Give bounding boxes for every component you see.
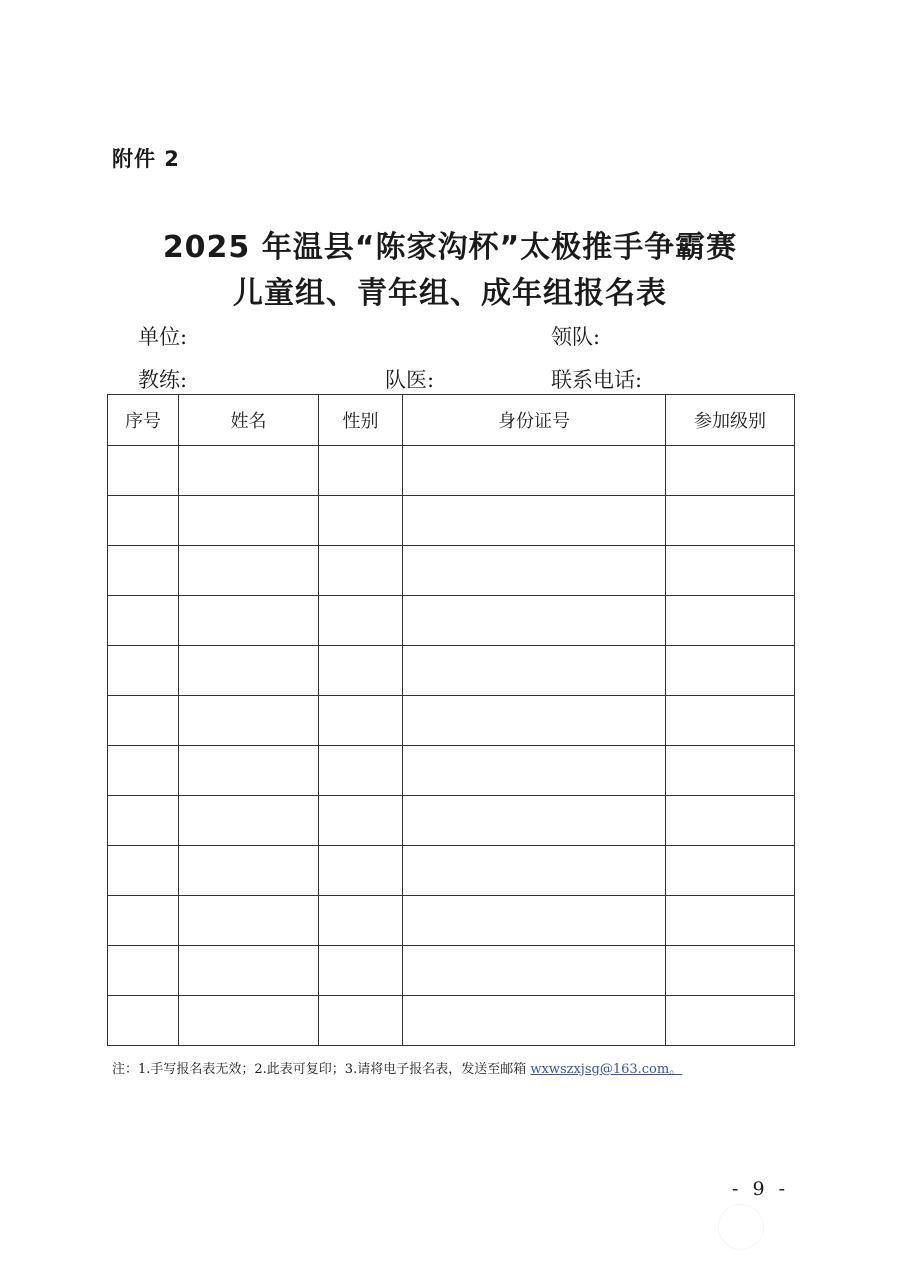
cell-level[interactable]: [666, 946, 795, 996]
cell-gender[interactable]: [319, 846, 403, 896]
coach-field: [138, 364, 204, 394]
cell-name[interactable]: [179, 646, 319, 696]
table-body: [108, 446, 795, 1046]
email-link[interactable]: wxwszxjsg@163.com。: [530, 1062, 683, 1077]
table-row: [108, 996, 795, 1046]
cell-level[interactable]: [666, 896, 795, 946]
table-row: [108, 546, 795, 596]
faint-seal-mark: [718, 1204, 764, 1250]
table-row: [108, 796, 795, 846]
cell-id-number[interactable]: [403, 496, 666, 546]
cell-gender[interactable]: [319, 696, 403, 746]
page-number: - 9 -: [732, 1178, 790, 1200]
cell-index[interactable]: [108, 896, 179, 946]
cell-name[interactable]: [179, 546, 319, 596]
registration-table: [107, 394, 795, 1046]
cell-index[interactable]: [108, 696, 179, 746]
cell-index[interactable]: [108, 946, 179, 996]
doctor-field: [385, 364, 451, 394]
footnote: [112, 1058, 682, 1077]
form-title-line2: 儿童组、青年组、成年组报名表: [233, 276, 667, 311]
cell-id-number[interactable]: [403, 696, 666, 746]
header-name: 姓名: [179, 395, 319, 446]
table-row: [108, 746, 795, 796]
cell-level[interactable]: [666, 746, 795, 796]
cell-gender[interactable]: [319, 946, 403, 996]
table-row: [108, 896, 795, 946]
cell-id-number[interactable]: [403, 446, 666, 496]
table-row: [108, 446, 795, 496]
cell-index[interactable]: [108, 796, 179, 846]
cell-name[interactable]: [179, 746, 319, 796]
attachment-label: 附件 2: [112, 147, 180, 171]
cell-id-number[interactable]: [403, 896, 666, 946]
table-row: [108, 646, 795, 696]
table-row: [108, 596, 795, 646]
cell-index[interactable]: [108, 846, 179, 896]
cell-level[interactable]: [666, 446, 795, 496]
header-index: 序号: [108, 395, 179, 446]
leader-label: 领队:: [551, 325, 601, 349]
cell-index[interactable]: [108, 596, 179, 646]
cell-gender[interactable]: [319, 746, 403, 796]
cell-level[interactable]: [666, 796, 795, 846]
cell-index[interactable]: [108, 646, 179, 696]
cell-gender[interactable]: [319, 996, 403, 1046]
cell-gender[interactable]: [319, 496, 403, 546]
cell-id-number[interactable]: [403, 596, 666, 646]
cell-index[interactable]: [108, 446, 179, 496]
cell-name[interactable]: [179, 696, 319, 746]
cell-gender[interactable]: [319, 596, 403, 646]
cell-id-number[interactable]: [403, 796, 666, 846]
cell-gender[interactable]: [319, 896, 403, 946]
cell-name[interactable]: [179, 596, 319, 646]
cell-gender[interactable]: [319, 646, 403, 696]
table-row: [108, 846, 795, 896]
cell-name[interactable]: [179, 896, 319, 946]
cell-name[interactable]: [179, 446, 319, 496]
cell-index[interactable]: [108, 746, 179, 796]
cell-name[interactable]: [179, 846, 319, 896]
table-header-row: [108, 395, 795, 446]
cell-name[interactable]: [179, 946, 319, 996]
cell-index[interactable]: [108, 996, 179, 1046]
cell-index[interactable]: [108, 496, 179, 546]
cell-id-number[interactable]: [403, 546, 666, 596]
cell-gender[interactable]: [319, 446, 403, 496]
leader-field: [551, 321, 617, 351]
table-row: [108, 496, 795, 546]
table-row: [108, 946, 795, 996]
unit-field: [138, 321, 204, 351]
cell-name[interactable]: [179, 996, 319, 1046]
cell-level[interactable]: [666, 996, 795, 1046]
cell-level[interactable]: [666, 596, 795, 646]
cell-level[interactable]: [666, 646, 795, 696]
cell-id-number[interactable]: [403, 846, 666, 896]
cell-level[interactable]: [666, 696, 795, 746]
cell-level[interactable]: [666, 496, 795, 546]
header-level: 参加级别: [666, 395, 795, 446]
unit-label: 单位:: [138, 325, 188, 349]
cell-index[interactable]: [108, 546, 179, 596]
footnote-text: 注：1.手写报名表无效；2.此表可复印；3.请将电子报名表，发送至邮箱: [112, 1062, 527, 1077]
table-row: [108, 696, 795, 746]
cell-id-number[interactable]: [403, 746, 666, 796]
header-id-number: 身份证号: [403, 395, 666, 446]
cell-name[interactable]: [179, 496, 319, 546]
header-gender: 性别: [319, 395, 403, 446]
coach-label: 教练:: [138, 368, 188, 392]
doctor-label: 队医:: [385, 368, 435, 392]
phone-label: 联系电话:: [551, 368, 643, 392]
phone-field: [551, 364, 659, 394]
cell-level[interactable]: [666, 546, 795, 596]
cell-id-number[interactable]: [403, 946, 666, 996]
cell-level[interactable]: [666, 846, 795, 896]
cell-name[interactable]: [179, 796, 319, 846]
cell-gender[interactable]: [319, 796, 403, 846]
cell-id-number[interactable]: [403, 996, 666, 1046]
form-title-line1: 2025 年温县“陈家沟杯”太极推手争霸赛: [162, 230, 738, 265]
cell-gender[interactable]: [319, 546, 403, 596]
cell-id-number[interactable]: [403, 646, 666, 696]
